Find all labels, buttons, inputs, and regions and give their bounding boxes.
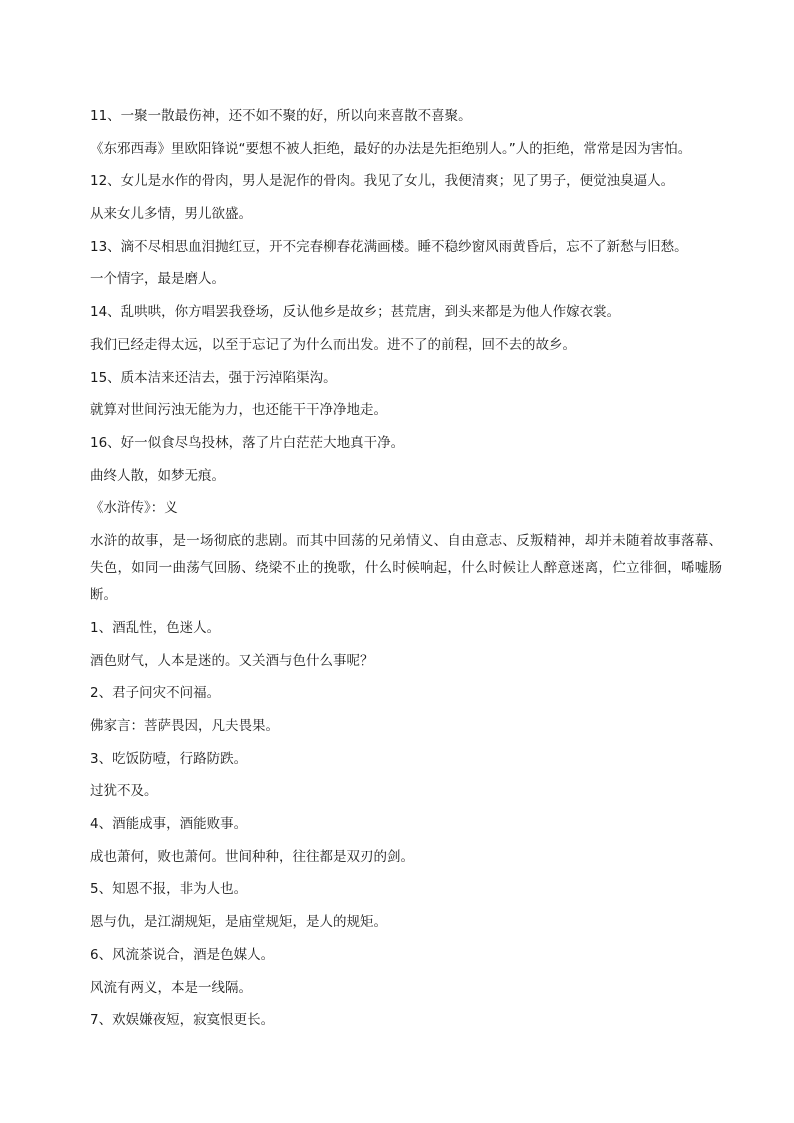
text-line: 2、君子问灾不问福。: [90, 685, 221, 702]
text-line: 过犹不及。: [90, 783, 158, 800]
text-line: 成也萧何，败也萧何。世间种种，往往都是双刃的剑。: [90, 848, 414, 865]
text-line: 16、好一似食尽鸟投林，落了片白茫茫大地真干净。: [90, 434, 405, 451]
text-line: 《东邪西毒》里欧阳锋说“要想不被人拒绝，最好的办法是先拒绝别人。”人的拒绝，常常是因为害怕。: [90, 140, 692, 157]
text-line: 7、欢娱嫌夜短，寂寞恨更长。: [90, 1012, 275, 1029]
section-heading: 《水浒传》：义: [90, 500, 178, 517]
text-line: 就算对世间污浊无能为力，也还能干干净净地走。: [90, 402, 387, 419]
text-line: 1、酒乱性，色迷人。: [90, 619, 221, 636]
text-line: 11、一聚一散最伤神，还不如不聚的好，所以向来喜散不喜聚。: [90, 108, 472, 124]
text-line: 13、滴不尽相思血泪抛红豆，开不完春柳春花满画楼。睡不稳纱窗风雨黄昏后，忘不了新愁与旧愁。: [90, 238, 688, 255]
text-line: 6、风流茶说合，酒是色媒人。: [90, 946, 275, 963]
text-line: 12、女儿是水作的骨肉，男人是泥作的骨肉。我见了女儿，我便清爽；见了男子，便觉浊臭逼人。: [90, 173, 675, 190]
text-line: 14、乱哄哄，你方唱罢我登场，反认他乡是故乡；甚荒唐，到头来都是为他人作嫁衣裳。: [90, 304, 621, 321]
text-line: 一个情字，最是磨人。: [90, 271, 225, 288]
text-line: 15、质本洁来还洁去，强于污淖陷渠沟。: [90, 369, 337, 386]
intro-paragraph: 水浒的故事，是一场彻底的悲剧。而其中回荡的兄弟情义、自由意志、反叛精神，却并未随着故事落幕、失色，如同一曲荡气回肠、绕梁不止的挽歌，什么时候响起，什么时候让人醉意迷离，伫立徘徊，唏嘘肠断。: [90, 532, 722, 603]
text-line: 风流有两义，本是一线隔。: [90, 979, 252, 996]
text-line: 我们已经走得太远，以至于忘记了为什么而出发。进不了的前程，回不去的故乡。: [90, 336, 576, 353]
text-line: 5、知恩不报，非为人也。: [90, 881, 248, 898]
document-body: [90, 100, 722, 1037]
text-line: 从来女儿多情，男儿欲盛。: [90, 206, 252, 223]
text-line: 3、吃饭防噎，行路防跌。: [90, 750, 248, 767]
text-line: 4、酒能成事，酒能败事。: [90, 816, 248, 833]
text-line: 恩与仇，是江湖规矩，是庙堂规矩，是人的规矩。: [90, 914, 387, 931]
text-line: 酒色财气，人本是迷的。又关酒与色什么事呢？: [90, 652, 374, 669]
text-line: 曲终人散，如梦无痕。: [90, 467, 225, 484]
text-line: 佛家言：菩萨畏因，凡夫畏果。: [90, 718, 279, 734]
